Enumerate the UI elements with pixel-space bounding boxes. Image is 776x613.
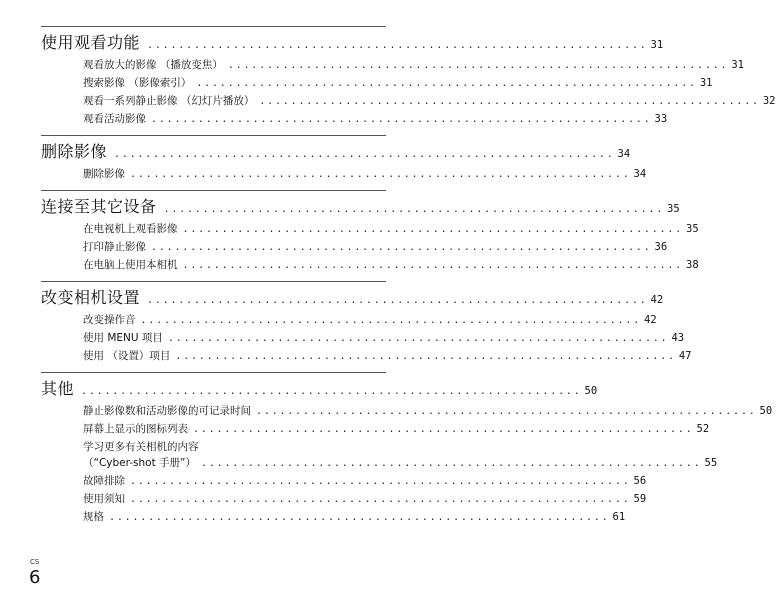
dot-leader: ................................................................ xyxy=(259,96,760,107)
toc-entry[interactable] xyxy=(83,221,699,239)
dot-leader: ................................................................ xyxy=(130,169,631,180)
dot-leader: ................................................................ xyxy=(147,40,648,51)
dot-leader: ................................................................ xyxy=(227,60,729,71)
entry-title: 故障排除 xyxy=(83,475,125,487)
dot-leader: ................................................................ xyxy=(256,406,757,417)
entry-page-number: 61 xyxy=(612,511,626,523)
entry-page-number: 43 xyxy=(671,332,685,344)
toc-section-heading[interactable] xyxy=(41,373,598,403)
entry-title: 使用须知 xyxy=(83,493,125,505)
entry-title: 屏幕上显示的图标列表 xyxy=(83,423,188,435)
table-of-contents xyxy=(41,26,776,533)
toc-entry[interactable] xyxy=(83,509,626,527)
entry-page-number: 56 xyxy=(633,475,647,487)
toc-entry[interactable] xyxy=(83,166,647,184)
dot-leader: ................................................................ xyxy=(182,224,684,235)
toc-entry[interactable] xyxy=(83,111,668,129)
toc-entry[interactable] xyxy=(83,473,647,491)
entry-page-number: 55 xyxy=(704,457,718,469)
dot-leader: ................................................................ xyxy=(201,458,702,469)
dot-leader: ................................................................ xyxy=(151,114,652,125)
toc-section xyxy=(41,281,692,372)
section-title: 使用观看功能 xyxy=(41,33,141,52)
toc-entry[interactable] xyxy=(83,491,647,509)
entry-page-number: 32 xyxy=(762,95,776,107)
entry-title-continued: （“Cyber-shot 手册”） xyxy=(83,457,196,469)
toc-entry[interactable] xyxy=(83,348,692,366)
entry-page-number: 34 xyxy=(633,168,647,180)
entry-page-number: 59 xyxy=(633,493,647,505)
section-page-number: 31 xyxy=(650,39,664,51)
section-page-number: 42 xyxy=(650,294,664,306)
dot-leader: ................................................................ xyxy=(114,149,615,160)
toc-entry[interactable] xyxy=(83,257,699,275)
toc-entry[interactable] xyxy=(83,75,713,93)
toc-entry[interactable] xyxy=(83,239,668,257)
entry-page-number: 31 xyxy=(699,77,713,89)
dot-leader: ................................................................ xyxy=(130,494,631,505)
section-page-number: 35 xyxy=(667,203,680,215)
entry-page-number: 38 xyxy=(686,259,699,271)
toc-section-heading[interactable] xyxy=(41,27,664,57)
entry-title: 观看一系列静止影像 （幻灯片播放） xyxy=(83,95,255,107)
toc-entry[interactable] xyxy=(83,439,718,473)
entry-page-number: 42 xyxy=(644,314,657,326)
entry-title: 静止影像数和活动影像的可记录时间 xyxy=(83,405,251,417)
dot-leader: ................................................................ xyxy=(182,260,684,271)
entry-page-number: 50 xyxy=(759,405,773,417)
entry-title: 删除影像 xyxy=(83,168,125,180)
section-title: 其他 xyxy=(41,379,75,398)
entry-page-number: 52 xyxy=(696,423,710,435)
toc-entry[interactable] xyxy=(83,312,657,330)
dot-leader: ................................................................ xyxy=(175,351,676,362)
entry-title: 改变操作音 xyxy=(83,314,136,326)
toc-section-heading[interactable] xyxy=(41,136,631,166)
toc-section-heading[interactable] xyxy=(41,191,680,221)
toc-entry[interactable] xyxy=(83,93,776,111)
dot-leader: ................................................................ xyxy=(196,78,697,89)
toc-section xyxy=(41,26,776,135)
toc-section-heading[interactable] xyxy=(41,282,664,312)
section-page-number: 34 xyxy=(617,148,631,160)
dot-leader: ................................................................ xyxy=(193,424,694,435)
entry-title: 在电脑上使用本相机 xyxy=(83,259,178,271)
entry-page-number: 36 xyxy=(654,241,668,253)
toc-section xyxy=(41,135,647,190)
dot-leader: ................................................................ xyxy=(163,204,665,215)
entry-title: 观看活动影像 xyxy=(83,113,146,125)
section-page-number: 50 xyxy=(584,385,598,397)
toc-entry[interactable] xyxy=(83,403,773,421)
dot-leader: ................................................................ xyxy=(151,242,652,253)
entry-title: 打印静止影像 xyxy=(83,241,146,253)
dot-leader: ................................................................ xyxy=(147,295,648,306)
dot-leader: ................................................................ xyxy=(130,476,631,487)
dot-leader: ................................................................ xyxy=(109,512,610,523)
page-number: 6 xyxy=(29,567,41,588)
entry-page-number: 35 xyxy=(686,223,699,235)
toc-section xyxy=(41,372,773,533)
section-title: 删除影像 xyxy=(41,142,108,161)
toc-entry[interactable] xyxy=(83,421,710,439)
dot-leader: ................................................................ xyxy=(140,315,642,326)
language-code: CS xyxy=(30,558,40,566)
entry-page-number: 47 xyxy=(678,350,692,362)
section-title: 改变相机设置 xyxy=(41,288,141,307)
entry-title: 搜索影像 （影像索引） xyxy=(83,77,192,89)
entry-page-number: 33 xyxy=(654,113,668,125)
dot-leader: ................................................................ xyxy=(81,386,582,397)
entry-title: 在电视机上观看影像 xyxy=(83,223,178,235)
toc-entry[interactable] xyxy=(83,330,685,348)
entry-title: 学习更多有关相机的内容 xyxy=(83,441,199,453)
entry-title: 使用 （设置）项目 xyxy=(83,350,171,362)
toc-section xyxy=(41,190,699,281)
dot-leader: ................................................................ xyxy=(167,333,669,344)
entry-title: 观看放大的影像 （播放变焦） xyxy=(83,59,223,71)
entry-title: 规格 xyxy=(83,511,104,523)
toc-entry[interactable] xyxy=(83,57,745,75)
section-title: 连接至其它设备 xyxy=(41,197,157,216)
entry-page-number: 31 xyxy=(731,59,745,71)
entry-title: 使用 MENU 项目 xyxy=(83,332,163,344)
